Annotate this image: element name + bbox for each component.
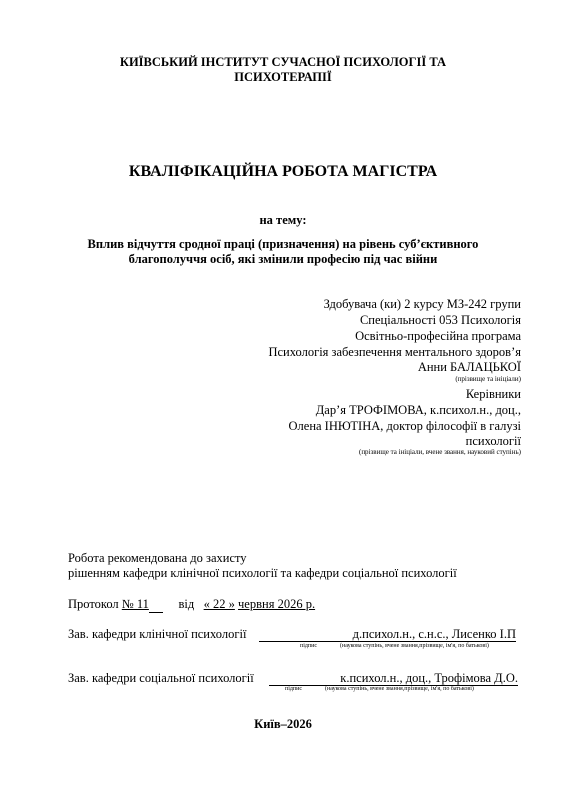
head-clinical-field — [259, 626, 516, 642]
head-social-signature-note: підпис — [285, 686, 303, 692]
head-social-degree-note: (наукова ступінь, вчене звання,прізвище, ім'я, по батькові) — [325, 686, 474, 692]
protocol-from: від — [178, 597, 195, 611]
supervisor-line3: психології — [465, 434, 521, 448]
topic-line1: Вплив відчуття сродної праці (призначення) на рівень суб’єктивного — [87, 237, 479, 251]
work-type-title: КВАЛІФІКАЦІЙНА РОБОТА МАГІСТРА — [128, 163, 438, 180]
city-year: Київ–2026 — [254, 717, 312, 731]
student-name: Анни БАЛАЦЬКОЇ — [417, 360, 521, 374]
protocol-number-blank — [149, 596, 163, 613]
institute-name-line1: КИЇВСЬКИЙ ІНСТИТУТ СУЧАСНОЇ ПСИХОЛОГІЇ ТА — [119, 55, 447, 69]
supervisors-label: Керівники — [465, 387, 521, 401]
head-clinical-degree-note: (наукова ступінь, вчене звання,прізвище, ім'я, по батькові) — [340, 643, 489, 649]
protocol-month-year: червня 2026 р. — [238, 597, 316, 611]
recommendation-line2: рішенням кафедри клінічної психології та кафедри соціальної психології — [68, 566, 457, 580]
head-social-field — [269, 670, 518, 686]
head-social-label: Зав. кафедри соціальної психології — [68, 671, 254, 685]
supervisors-note: (прізвище та ініціали, вчене звання, науковий ступінь) — [358, 448, 521, 456]
recommendation-line1: Робота рекомендована до захисту — [68, 551, 247, 565]
head-clinical-label: Зав. кафедри клінічної психології — [68, 627, 247, 641]
protocol-number: № 11 — [121, 597, 149, 611]
student-specialty: Спеціальності 053 Психологія — [359, 313, 521, 327]
head-clinical-value: д.психол.н., с.н.с., Лисенко І.П — [352, 627, 516, 641]
student-program-name: Психологія забезпечення ментального здоров’я — [268, 345, 521, 359]
protocol-day: « 22 » — [203, 597, 235, 611]
topic-line2: благополуччя осіб, які змінили професію під час війни — [128, 252, 438, 266]
student-program: Освітньо-професійна програма — [355, 329, 521, 343]
protocol-label: Протокол — [68, 597, 119, 611]
student-course-group: Здобувача (ки) 2 курсу МЗ-242 групи — [323, 297, 521, 311]
head-clinical-signature-note: підпис — [300, 643, 318, 649]
supervisor-line2: Олена ІНЮТІНА, доктор філософії в галузі — [288, 419, 521, 433]
student-name-note: (прізвище та ініціали) — [455, 375, 521, 383]
supervisor-line1: Дар’я ТРОФІМОВА, к.психол.н., доц., — [315, 403, 521, 417]
head-social-value: к.психол.н., доц., Трофімова Д.О. — [340, 671, 518, 685]
topic-label: на тему: — [259, 213, 307, 227]
institute-name-line2: ПСИХОТЕРАПІЇ — [234, 70, 332, 84]
protocol-row — [68, 596, 315, 613]
